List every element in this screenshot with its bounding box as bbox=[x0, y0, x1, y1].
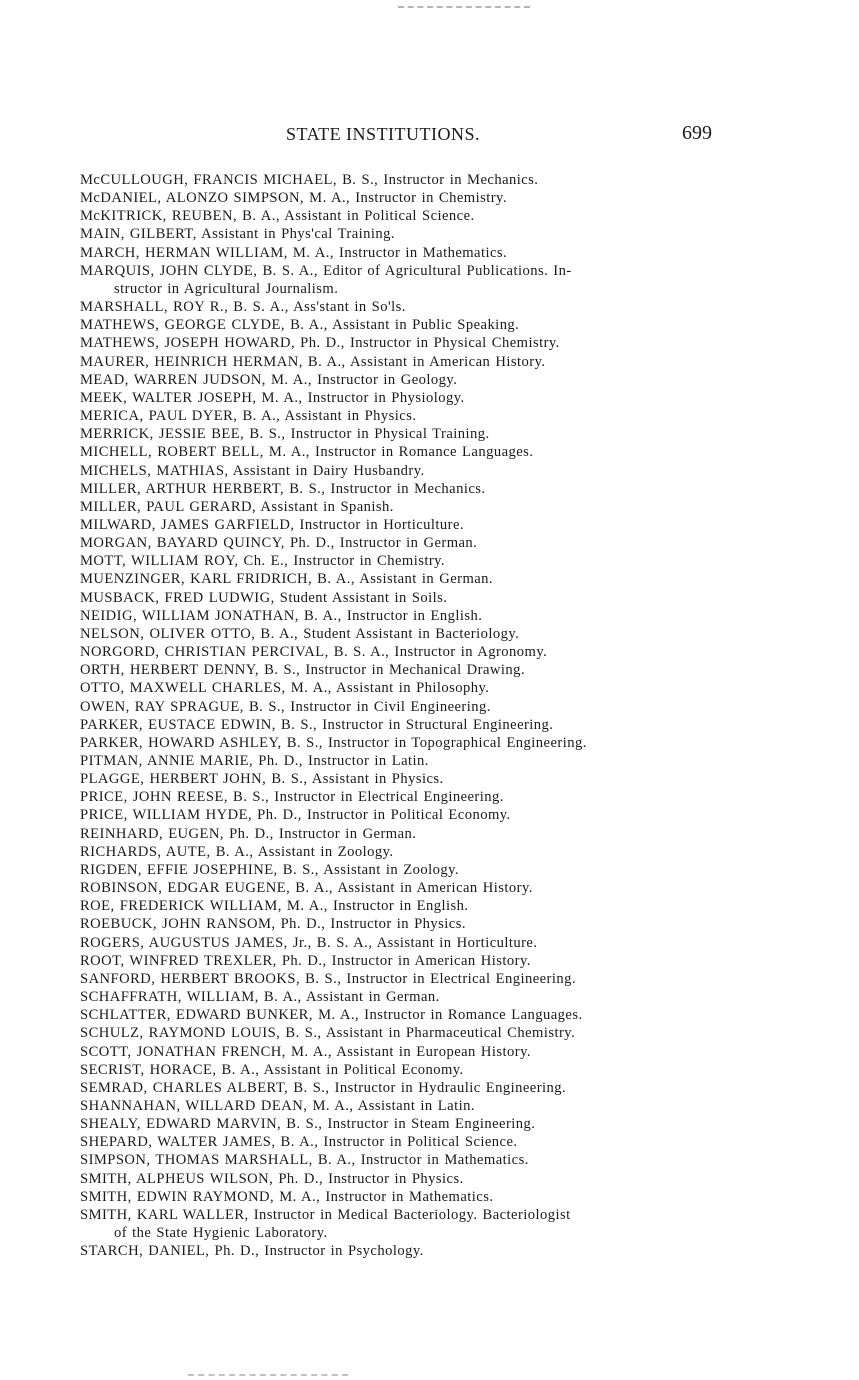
entry-text: OWEN, RAY SPRAGUE, B. S., Instructor in Civil Engineering. bbox=[80, 698, 491, 715]
entry-text: MAURER, HEINRICH HERMAN, B. A., Assistant in American History. bbox=[80, 353, 546, 370]
entry-text: MEAD, WARREN JUDSON, M. A., Instructor in Geology. bbox=[80, 371, 458, 388]
top-scan-mark bbox=[398, 6, 530, 8]
list-item bbox=[80, 207, 720, 225]
list-item bbox=[80, 1242, 720, 1260]
list-item bbox=[80, 1151, 720, 1169]
list-item bbox=[80, 879, 720, 897]
list-item bbox=[80, 1170, 720, 1188]
list-item bbox=[80, 952, 720, 970]
list-item bbox=[80, 407, 720, 425]
entry-text: SCHAFFRATH, WILLIAM, B. A., Assistant in German. bbox=[80, 989, 440, 1006]
staff-list bbox=[80, 171, 720, 1260]
entry-text: NORGORD, CHRISTIAN PERCIVAL, B. S. A., Instructor in Agronomy. bbox=[80, 644, 548, 661]
list-item bbox=[80, 262, 720, 298]
list-item bbox=[80, 607, 720, 625]
entry-text: MARQUIS, JOHN CLYDE, B. S. A., Editor of Agricultural Publications. In- bbox=[80, 262, 572, 279]
entry-text: MICHELS, MATHIAS, Assistant in Dairy Husbandry. bbox=[80, 462, 425, 479]
entry-text: MUENZINGER, KARL FRIDRICH, B. A., Assistant in German. bbox=[80, 571, 494, 588]
entry-text: SCHULZ, RAYMOND LOUIS, B. S., Assistant in Pharmaceutical Chemistry. bbox=[80, 1025, 576, 1042]
entry-text: MILLER, ARTHUR HERBERT, B. S., Instructor in Mechanics. bbox=[80, 480, 486, 497]
list-item bbox=[80, 1188, 720, 1206]
entry-text: McDANIEL, ALONZO SIMPSON, M. A., Instructor in Chemistry. bbox=[80, 190, 507, 207]
entry-continuation: of the State Hygienic Laboratory. bbox=[114, 1225, 328, 1242]
list-item bbox=[80, 353, 720, 371]
list-item bbox=[80, 1043, 720, 1061]
list-item bbox=[80, 643, 720, 661]
list-item bbox=[80, 189, 720, 207]
list-item bbox=[80, 225, 720, 243]
list-item bbox=[80, 825, 720, 843]
list-item bbox=[80, 298, 720, 316]
entry-text: SHEPARD, WALTER JAMES, B. A., Instructor in Political Science. bbox=[80, 1134, 518, 1151]
entry-text: OTTO, MAXWELL CHARLES, M. A., Assistant in Philosophy. bbox=[80, 680, 490, 697]
entry-text: SHEALY, EDWARD MARVIN, B. S., Instructor in Steam Engineering. bbox=[80, 1116, 536, 1133]
entry-text: REINHARD, EUGEN, Ph. D., Instructor in German. bbox=[80, 825, 417, 842]
running-title: STATE INSTITUTIONS. bbox=[286, 124, 481, 144]
list-item bbox=[80, 661, 720, 679]
list-item bbox=[80, 734, 720, 752]
list-item bbox=[80, 788, 720, 806]
entry-text: NELSON, OLIVER OTTO, B. A., Student Assistant in Bacteriology. bbox=[80, 625, 520, 642]
entry-text: MOTT, WILLIAM ROY, Ch. E., Instructor in Chemistry. bbox=[80, 553, 446, 570]
bottom-scan-mark bbox=[188, 1374, 348, 1376]
list-item bbox=[80, 334, 720, 352]
entry-text: MILWARD, JAMES GARFIELD, Instructor in Horticulture. bbox=[80, 516, 465, 533]
entry-text: SIMPSON, THOMAS MARSHALL, B. A., Instructor in Mathematics. bbox=[80, 1152, 529, 1169]
list-item bbox=[80, 861, 720, 879]
entry-text: SANFORD, HERBERT BROOKS, B. S., Instructor in Electrical Engineering. bbox=[80, 970, 576, 987]
entry-text: McKITRICK, REUBEN, B. A., Assistant in Political Science. bbox=[80, 208, 475, 225]
entry-text: MEEK, WALTER JOSEPH, M. A., Instructor in Physiology. bbox=[80, 389, 465, 406]
entry-text: RIGDEN, EFFIE JOSEPHINE, B. S., Assistant in Zoology. bbox=[80, 861, 459, 878]
entry-text: ROOT, WINFRED TREXLER, Ph. D., Instructor in American History. bbox=[80, 952, 531, 969]
entry-text: SECRIST, HORACE, B. A., Assistant in Political Economy. bbox=[80, 1061, 464, 1078]
entry-text: MERRICK, JESSIE BEE, B. S., Instructor in Physical Training. bbox=[80, 426, 490, 443]
list-item bbox=[80, 1079, 720, 1097]
entry-text: ROGERS, AUGUSTUS JAMES, Jr., B. S. A., Assistant in Horticulture. bbox=[80, 934, 538, 951]
entry-text: SMITH, EDWIN RAYMOND, M. A., Instructor in Mathematics. bbox=[80, 1188, 494, 1205]
entry-text: MICHELL, ROBERT BELL, M. A., Instructor in Romance Languages. bbox=[80, 444, 534, 461]
entry-text: ROBINSON, EDGAR EUGENE, B. A., Assistant in American History. bbox=[80, 880, 533, 897]
list-item bbox=[80, 806, 720, 824]
entry-text: MARSHALL, ROY R., B. S. A., Ass'stant in So'ls. bbox=[80, 299, 406, 316]
entry-text: SCOTT, JONATHAN FRENCH, M. A., Assistant in European History. bbox=[80, 1043, 531, 1060]
list-item bbox=[80, 534, 720, 552]
list-item bbox=[80, 1206, 720, 1242]
list-item bbox=[80, 897, 720, 915]
entry-text: SMITH, KARL WALLER, Instructor in Medical Bacteriology. Bacteriologist bbox=[80, 1206, 571, 1223]
list-item bbox=[80, 570, 720, 588]
entry-text: MUSBACK, FRED LUDWIG, Student Assistant in Soils. bbox=[80, 589, 448, 606]
entry-text: ROE, FREDERICK WILLIAM, M. A., Instructor in English. bbox=[80, 898, 469, 915]
list-item bbox=[80, 443, 720, 461]
list-item bbox=[80, 1115, 720, 1133]
entry-text: STARCH, DANIEL, Ph. D., Instructor in Psychology. bbox=[80, 1243, 424, 1260]
entry-text: PARKER, HOWARD ASHLEY, B. S., Instructor in Topographical Engineering. bbox=[80, 734, 587, 751]
running-head bbox=[80, 124, 712, 150]
list-item bbox=[80, 316, 720, 334]
list-item bbox=[80, 389, 720, 407]
entry-text: MARCH, HERMAN WILLIAM, M. A., Instructor in Mathematics. bbox=[80, 244, 508, 261]
list-item bbox=[80, 752, 720, 770]
list-item bbox=[80, 371, 720, 389]
list-item bbox=[80, 1097, 720, 1115]
entry-text: ROEBUCK, JOHN RANSOM, Ph. D., Instructor in Physics. bbox=[80, 916, 466, 933]
entry-text: SMITH, ALPHEUS WILSON, Ph. D., Instructor in Physics. bbox=[80, 1170, 464, 1187]
entry-continuation: structor in Agricultural Journalism. bbox=[114, 280, 339, 297]
list-item bbox=[80, 716, 720, 734]
list-item bbox=[80, 425, 720, 443]
list-item bbox=[80, 516, 720, 534]
list-item bbox=[80, 915, 720, 933]
entry-text: MILLER, PAUL GERARD, Assistant in Spanish. bbox=[80, 498, 394, 515]
list-item bbox=[80, 970, 720, 988]
list-item bbox=[80, 552, 720, 570]
list-item bbox=[80, 1061, 720, 1079]
page-number: 699 bbox=[682, 122, 712, 144]
entry-text: SCHLATTER, EDWARD BUNKER, M. A., Instructor in Romance Languages. bbox=[80, 1007, 583, 1024]
entry-text: SHANNAHAN, WILLARD DEAN, M. A., Assistant in Latin. bbox=[80, 1097, 475, 1114]
entry-text: MATHEWS, GEORGE CLYDE, B. A., Assistant in Public Speaking. bbox=[80, 317, 520, 334]
entry-text: ORTH, HERBERT DENNY, B. S., Instructor in Mechanical Drawing. bbox=[80, 662, 525, 679]
entry-text: McCULLOUGH, FRANCIS MICHAEL, B. S., Instructor in Mechanics. bbox=[80, 172, 539, 188]
list-item bbox=[80, 589, 720, 607]
entry-text: PITMAN, ANNIE MARIE, Ph. D., Instructor in Latin. bbox=[80, 753, 429, 769]
list-item bbox=[80, 1133, 720, 1151]
list-item bbox=[80, 679, 720, 697]
entry-text: RICHARDS, AUTE, B. A., Assistant in Zoology. bbox=[80, 843, 394, 860]
list-item bbox=[80, 698, 720, 716]
entry-text: MERICA, PAUL DYER, B. A., Assistant in Physics. bbox=[80, 408, 417, 425]
entry-text: PARKER, EUSTACE EDWIN, B. S., Instructor in Structural Engineering. bbox=[80, 716, 554, 733]
list-item bbox=[80, 171, 720, 189]
list-item bbox=[80, 244, 720, 262]
entry-text: PRICE, WILLIAM HYDE, Ph. D., Instructor in Political Economy. bbox=[80, 807, 511, 824]
list-item bbox=[80, 1006, 720, 1024]
list-item bbox=[80, 498, 720, 516]
list-item bbox=[80, 988, 720, 1006]
list-item bbox=[80, 462, 720, 480]
entry-text: MORGAN, BAYARD QUINCY, Ph. D., Instructor in German. bbox=[80, 535, 478, 552]
list-item bbox=[80, 934, 720, 952]
list-item bbox=[80, 843, 720, 861]
entry-text: SEMRAD, CHARLES ALBERT, B. S., Instructor in Hydraulic Engineering. bbox=[80, 1079, 567, 1096]
entry-text: PLAGGE, HERBERT JOHN, B. S., Assistant in Physics. bbox=[80, 771, 444, 788]
entry-text: MAIN, GILBERT, Assistant in Phys'cal Training. bbox=[80, 226, 396, 243]
entry-text: PRICE, JOHN REESE, B. S., Instructor in Electrical Engineering. bbox=[80, 789, 504, 806]
entry-text: MATHEWS, JOSEPH HOWARD, Ph. D., Instructor in Physical Chemistry. bbox=[80, 335, 560, 352]
list-item bbox=[80, 770, 720, 788]
list-item bbox=[80, 480, 720, 498]
list-item bbox=[80, 1024, 720, 1042]
entry-text: NEIDIG, WILLIAM JONATHAN, B. A., Instructor in English. bbox=[80, 607, 483, 624]
list-item bbox=[80, 625, 720, 643]
